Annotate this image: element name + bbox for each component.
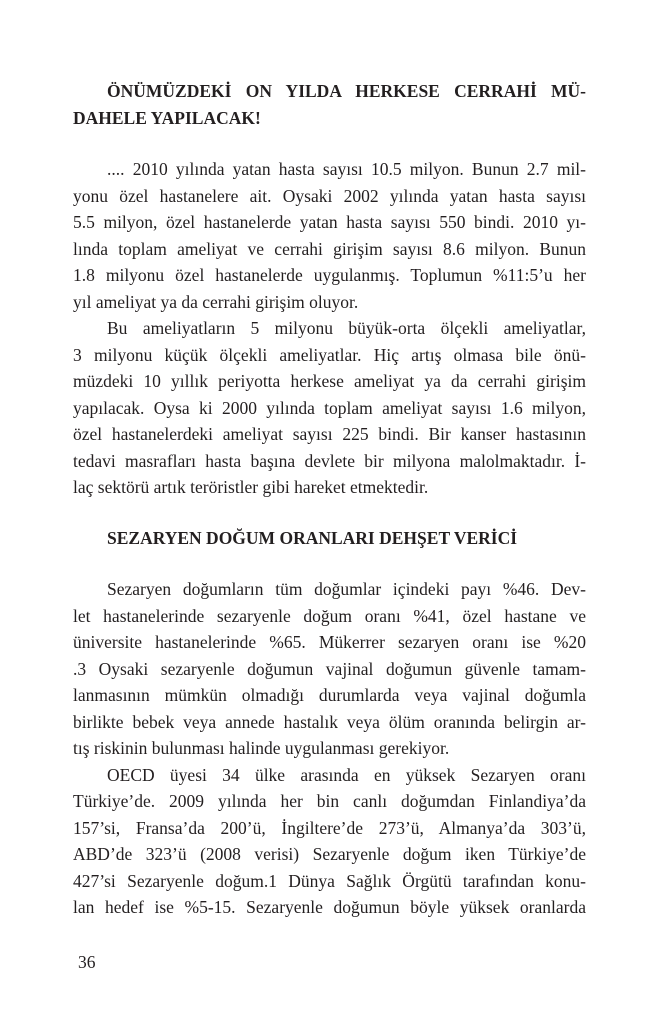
heading-line: ÖNÜMÜZDEKİ ON YILDA HERKESE CERRAHİ MÜ- — [107, 81, 586, 101]
text-line: özel hastanelerdeki ameliyat sayısı 225 bindi. Bir kanser hastasının — [73, 424, 586, 444]
section-heading-surgery — [73, 78, 586, 131]
page-number: 36 — [78, 952, 96, 972]
heading-line: SEZARYEN DOĞUM ORANLARI DEHŞET VERİCİ — [107, 527, 518, 548]
text-line: birlikte bebek veya annede hastalık veya ölüm oranında belirgin ar- — [73, 711, 586, 732]
text-line: 5.5 milyon, özel hastanelerde yatan hasta sayısı 550 bindi. 2010 yı- — [73, 212, 586, 232]
page-body — [73, 78, 586, 921]
paragraph-cesarean-rates — [73, 576, 586, 762]
text-line: Bu ameliyatların 5 milyonu büyük-orta ölçekli ameliyatlar, — [107, 318, 586, 338]
text-line: 3 milyonu küçük ölçekli ameliyatlar. Hiç artış olmasa bile önü- — [73, 344, 586, 365]
text-line: Sezaryen doğumların tüm doğumlar içindeki payı %46. Dev- — [107, 579, 586, 599]
text-line: 1.8 milyonu özel hastanelerde uygulanmış. Toplumun %11:5’u her — [73, 265, 586, 285]
text-line: lanmasının mümkün olmadığı durumlarda veya vajinal doğumla — [73, 685, 586, 705]
text-line: .3 Oysaki sezaryenle doğumun vajinal doğumun güvenle tamam- — [73, 658, 586, 679]
text-line: laç sektörü artık teröristler gibi hareket etmektedir. — [73, 477, 429, 497]
text-line: üniversite hastanelerinde %65. Mükerrer sezaryen oranı ise %20 — [73, 632, 586, 652]
text-line: OECD üyesi 34 ülke arasında en yüksek Sezaryen oranı — [107, 764, 586, 785]
text-line: lan hedef ise %5-15. Sezaryenle doğumun böyle yüksek oranlarda — [73, 897, 586, 917]
section-heading-cesarean — [73, 525, 586, 552]
heading-line: DAHELE YAPILACAK! — [73, 107, 261, 128]
text-line: let hastanelerinde sezaryenle doğum oranı %41, özel hastane ve — [73, 605, 586, 626]
paragraph-oecd-comparison — [73, 762, 586, 921]
text-line: lında toplam ameliyat ve cerrahi girişim sayısı 8.6 milyon. Bunun — [73, 238, 586, 259]
paragraph-surgery-breakdown — [73, 315, 586, 501]
text-line: tış riskinin bulunması halinde uygulanması gerekiyor. — [73, 738, 450, 758]
text-line: yonu özel hastanelere ait. Oysaki 2002 yılında yatan hasta sayısı — [73, 185, 586, 206]
text-line: 157’si, Fransa’da 200’ü, İngiltere’de 273’ü, Almanya’da 303’ü, — [73, 817, 586, 838]
text-line: 427’si Sezaryenle doğum.1 Dünya Sağlık Örgütü tarafından konu- — [73, 870, 586, 891]
text-line: yıl ameliyat ya da cerrahi girişim oluyor. — [73, 291, 359, 312]
text-line: müzdeki 10 yıllık periyotta herkese ameliyat ya da cerrahi girişim — [73, 371, 586, 391]
text-line: Türkiye’de. 2009 yılında her bin canlı doğumdan Finlandiya’da — [73, 791, 586, 811]
text-line: yapılacak. Oysa ki 2000 yılında toplam ameliyat sayısı 1.6 milyon, — [73, 397, 586, 418]
paragraph-hospital-stats — [73, 156, 586, 315]
text-line: ABD’de 323’ü (2008 verisi) Sezaryenle doğum iken Türkiye’de — [73, 844, 586, 864]
text-line: .... 2010 yılında yatan hasta sayısı 10.5 milyon. Bunun 2.7 mil- — [107, 159, 586, 179]
text-line: tedavi masrafları hasta başına devlete bir milyona malolmaktadır. İ- — [73, 450, 586, 471]
